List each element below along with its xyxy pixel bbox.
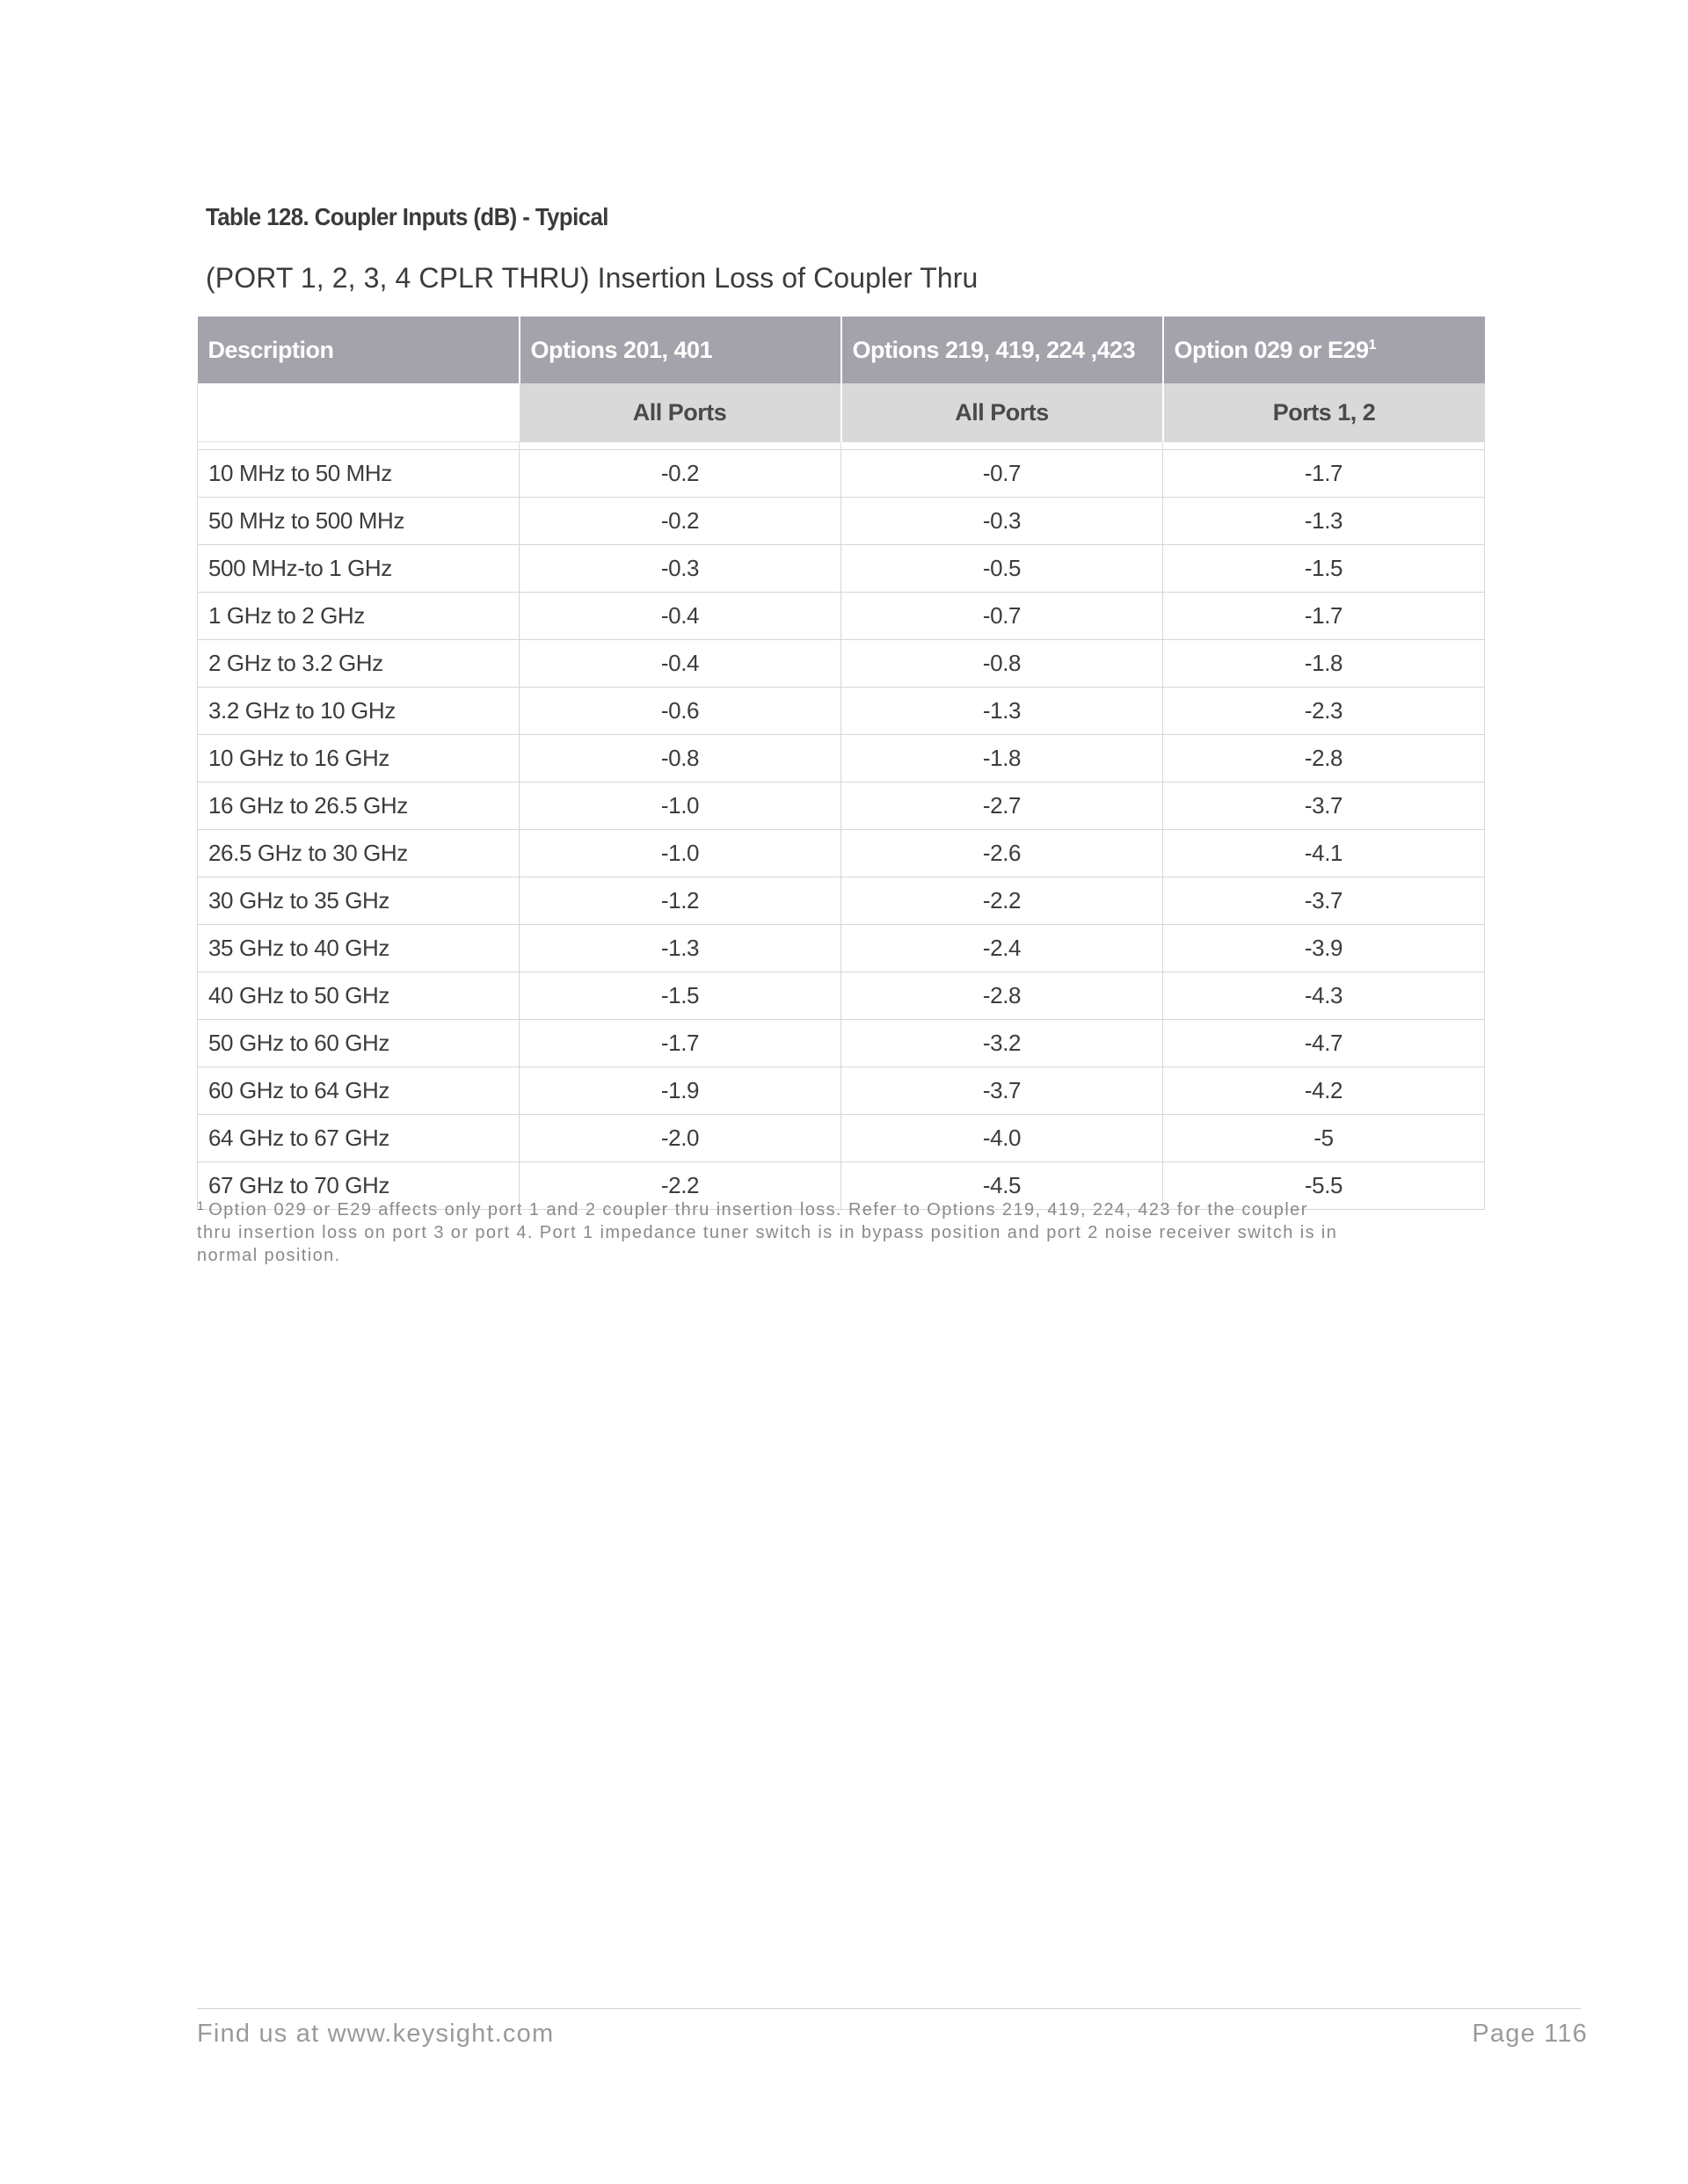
insertion-loss-cell: -2.0 — [520, 1115, 841, 1162]
spacer-cell — [841, 442, 1163, 450]
frequency-range-cell: 500 MHz-to 1 GHz — [198, 545, 520, 593]
spacer-cell — [1163, 442, 1485, 450]
insertion-loss-cell: -2.7 — [841, 783, 1163, 830]
table-row — [198, 783, 1485, 830]
insertion-loss-cell: -2.6 — [841, 830, 1163, 877]
frequency-range-cell: 40 GHz to 50 GHz — [198, 972, 520, 1020]
insertion-loss-cell: -2.8 — [1163, 735, 1485, 783]
insertion-loss-cell: -2.2 — [841, 877, 1163, 925]
insertion-loss-cell: -0.8 — [841, 640, 1163, 688]
table-row — [198, 498, 1485, 545]
insertion-loss-cell: -1.8 — [841, 735, 1163, 783]
header-footnote-mark: 1 — [1368, 337, 1376, 353]
insertion-loss-cell: -3.9 — [1163, 925, 1485, 972]
footer-divider — [197, 2008, 1581, 2009]
insertion-loss-cell: -0.4 — [520, 593, 841, 640]
insertion-loss-cell: -2.8 — [841, 972, 1163, 1020]
table-row — [198, 830, 1485, 877]
frequency-range-cell: 64 GHz to 67 GHz — [198, 1115, 520, 1162]
table-row — [198, 450, 1485, 498]
insertion-loss-cell: -0.6 — [520, 688, 841, 735]
table-row — [198, 1020, 1485, 1067]
subheader-blank — [198, 383, 520, 442]
subheader-ports-1-2: Ports 1, 2 — [1163, 383, 1485, 442]
insertion-loss-cell: -0.8 — [520, 735, 841, 783]
table-row — [198, 735, 1485, 783]
table-header-row — [198, 317, 1485, 383]
table-row — [198, 972, 1485, 1020]
table-row — [198, 640, 1485, 688]
header-option-029-e29-label: Option 029 or E29 — [1174, 336, 1369, 363]
table-row — [198, 1115, 1485, 1162]
table-row — [198, 877, 1485, 925]
frequency-range-cell: 60 GHz to 64 GHz — [198, 1067, 520, 1115]
table-subtitle: (PORT 1, 2, 3, 4 CPLR THRU) Insertion Loss of Coupler Thru — [206, 262, 979, 294]
footnote-text: Option 029 or E29 affects only port 1 and 2 coupler thru insertion loss. Refer to Options 219, 419, 224, 423 for the coupler thru insertion loss on port 3 or port 4. Port 1 impedance tuner switch is in bypass position and port 2 noise receiver switch is in normal position. — [197, 1200, 1338, 1265]
frequency-range-cell: 30 GHz to 35 GHz — [198, 877, 520, 925]
frequency-range-cell: 10 GHz to 16 GHz — [198, 735, 520, 783]
insertion-loss-cell: -1.9 — [520, 1067, 841, 1115]
frequency-range-cell: 1 GHz to 2 GHz — [198, 593, 520, 640]
table-row — [198, 688, 1485, 735]
frequency-range-cell: 50 GHz to 60 GHz — [198, 1020, 520, 1067]
frequency-range-cell: 3.2 GHz to 10 GHz — [198, 688, 520, 735]
insertion-loss-cell: -0.5 — [841, 545, 1163, 593]
insertion-loss-cell: -4.2 — [1163, 1067, 1485, 1115]
subheader-all-ports: All Ports — [520, 383, 841, 442]
insertion-loss-cell: -0.7 — [841, 450, 1163, 498]
insertion-loss-cell: -1.5 — [1163, 545, 1485, 593]
insertion-loss-cell: -0.2 — [520, 450, 841, 498]
insertion-loss-cell: -0.4 — [520, 640, 841, 688]
table-row — [198, 545, 1485, 593]
insertion-loss-cell: -2.3 — [1163, 688, 1485, 735]
insertion-loss-cell: -4.3 — [1163, 972, 1485, 1020]
frequency-range-cell: 2 GHz to 3.2 GHz — [198, 640, 520, 688]
insertion-loss-cell: -1.3 — [841, 688, 1163, 735]
insertion-loss-cell: -1.8 — [1163, 640, 1485, 688]
insertion-loss-cell: -3.2 — [841, 1020, 1163, 1067]
insertion-loss-cell: -4.1 — [1163, 830, 1485, 877]
frequency-range-cell: 67 GHz to 70 GHz — [198, 1162, 520, 1210]
insertion-loss-cell: -4.0 — [841, 1115, 1163, 1162]
spacer-cell — [198, 442, 520, 450]
table-row — [198, 925, 1485, 972]
frequency-range-cell: 35 GHz to 40 GHz — [198, 925, 520, 972]
table-spacer-row — [198, 442, 1485, 450]
insertion-loss-cell: -3.7 — [841, 1067, 1163, 1115]
insertion-loss-cell: -5 — [1163, 1115, 1485, 1162]
insertion-loss-cell: -0.7 — [841, 593, 1163, 640]
subheader-all-ports: All Ports — [841, 383, 1163, 442]
table-row — [198, 593, 1485, 640]
insertion-loss-cell: -2.2 — [520, 1162, 841, 1210]
header-options-219-419-224-423: Options 219, 419, 224 ,423 — [841, 317, 1163, 383]
insertion-loss-cell: -0.3 — [841, 498, 1163, 545]
insertion-loss-cell: -1.0 — [520, 783, 841, 830]
footer-page-number: Page 116 — [1472, 2020, 1588, 2048]
frequency-range-cell: 16 GHz to 26.5 GHz — [198, 783, 520, 830]
spacer-cell — [520, 442, 841, 450]
insertion-loss-cell: -1.3 — [1163, 498, 1485, 545]
table-body — [198, 383, 1485, 1210]
frequency-range-cell: 50 MHz to 500 MHz — [198, 498, 520, 545]
insertion-loss-cell: -1.2 — [520, 877, 841, 925]
header-options-201-401: Options 201, 401 — [520, 317, 841, 383]
insertion-loss-cell: -3.7 — [1163, 877, 1485, 925]
insertion-loss-cell: -0.3 — [520, 545, 841, 593]
insertion-loss-cell: -1.7 — [520, 1020, 841, 1067]
insertion-loss-cell: -5.5 — [1163, 1162, 1485, 1210]
frequency-range-cell: 26.5 GHz to 30 GHz — [198, 830, 520, 877]
insertion-loss-cell: -1.7 — [1163, 450, 1485, 498]
insertion-loss-cell: -4.5 — [841, 1162, 1163, 1210]
insertion-loss-cell: -1.3 — [520, 925, 841, 972]
table-caption: Table 128. Coupler Inputs (dB) - Typical — [206, 203, 608, 230]
coupler-insertion-loss-table — [197, 317, 1485, 1210]
header-description: Description — [198, 317, 520, 383]
footer-website: Find us at www.keysight.com — [197, 2020, 555, 2048]
table-footnote — [197, 1194, 1349, 1267]
insertion-loss-cell: -1.0 — [520, 830, 841, 877]
insertion-loss-cell: -4.7 — [1163, 1020, 1485, 1067]
insertion-loss-cell: -2.4 — [841, 925, 1163, 972]
footnote-mark: 1 — [197, 1198, 206, 1212]
insertion-loss-cell: -0.2 — [520, 498, 841, 545]
table-subheader-row — [198, 383, 1485, 442]
insertion-loss-cell: -1.5 — [520, 972, 841, 1020]
header-option-029-e29 — [1163, 317, 1485, 383]
frequency-range-cell: 10 MHz to 50 MHz — [198, 450, 520, 498]
insertion-loss-cell: -1.7 — [1163, 593, 1485, 640]
table-row — [198, 1067, 1485, 1115]
insertion-loss-cell: -3.7 — [1163, 783, 1485, 830]
